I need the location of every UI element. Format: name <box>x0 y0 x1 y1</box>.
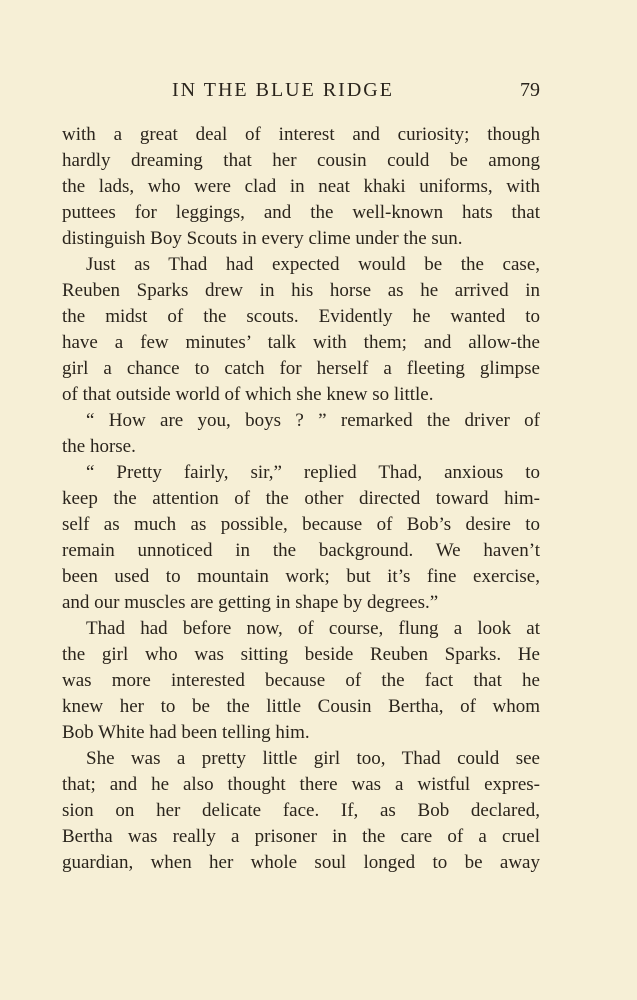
text-line: Just as Thad had expected would be the case, <box>86 254 540 275</box>
text-line: Reuben Sparks drew in his horse as he arrived in <box>62 280 540 301</box>
text-line: puttees for leggings, and the well-known hats that <box>62 202 540 223</box>
text-line: the lads, who were clad in neat khaki uniforms, with <box>62 176 540 197</box>
text-line: keep the attention of the other directed toward him- <box>62 488 540 509</box>
body-text <box>62 122 540 876</box>
running-head <box>62 76 540 104</box>
text-line: sion on her delicate face. If, as Bob declared, <box>62 800 540 821</box>
text-line: remain unnoticed in the background. We haven’t <box>62 540 540 561</box>
page-number: 79 <box>520 79 540 101</box>
text-line: that; and he also thought there was a wistful expres- <box>62 774 540 795</box>
text-line: “ How are you, boys ? ” remarked the driver of <box>86 410 540 431</box>
text-line: guardian, when her whole soul longed to be away <box>62 852 540 873</box>
text-line: of that outside world of which she knew so little. <box>62 384 434 405</box>
text-line: the girl who was sitting beside Reuben Sparks. He <box>62 644 540 665</box>
text-line: and our muscles are getting in shape by degrees.” <box>62 592 439 613</box>
text-line: “ Pretty fairly, sir,” replied Thad, anxious to <box>86 462 540 483</box>
text-line: with a great deal of interest and curiosity; though <box>62 124 540 145</box>
running-title: IN THE BLUE RIDGE <box>172 79 394 101</box>
text-line: distinguish Boy Scouts in every clime under the sun. <box>62 228 463 249</box>
text-line: Bertha was really a prisoner in the care of a cruel <box>62 826 540 847</box>
text-line: the midst of the scouts. Evidently he wanted to <box>62 306 540 327</box>
text-line: been used to mountain work; but it’s fine exercise, <box>62 566 540 587</box>
text-line: knew her to be the little Cousin Bertha, of whom <box>62 696 540 717</box>
text-line: self as much as possible, because of Bob’s desire to <box>62 514 540 535</box>
text-line: Thad had before now, of course, flung a look at <box>86 618 540 639</box>
text-line: hardly dreaming that her cousin could be among <box>62 150 540 171</box>
text-line: have a few minutes’ talk with them; and allow-the <box>62 332 540 353</box>
text-line: the horse. <box>62 436 136 457</box>
text-line: Bob White had been telling him. <box>62 722 310 743</box>
text-line: was more interested because of the fact that he <box>62 670 540 691</box>
text-line: She was a pretty little girl too, Thad could see <box>86 748 540 769</box>
text-line: girl a chance to catch for herself a fleeting glimpse <box>62 358 540 379</box>
